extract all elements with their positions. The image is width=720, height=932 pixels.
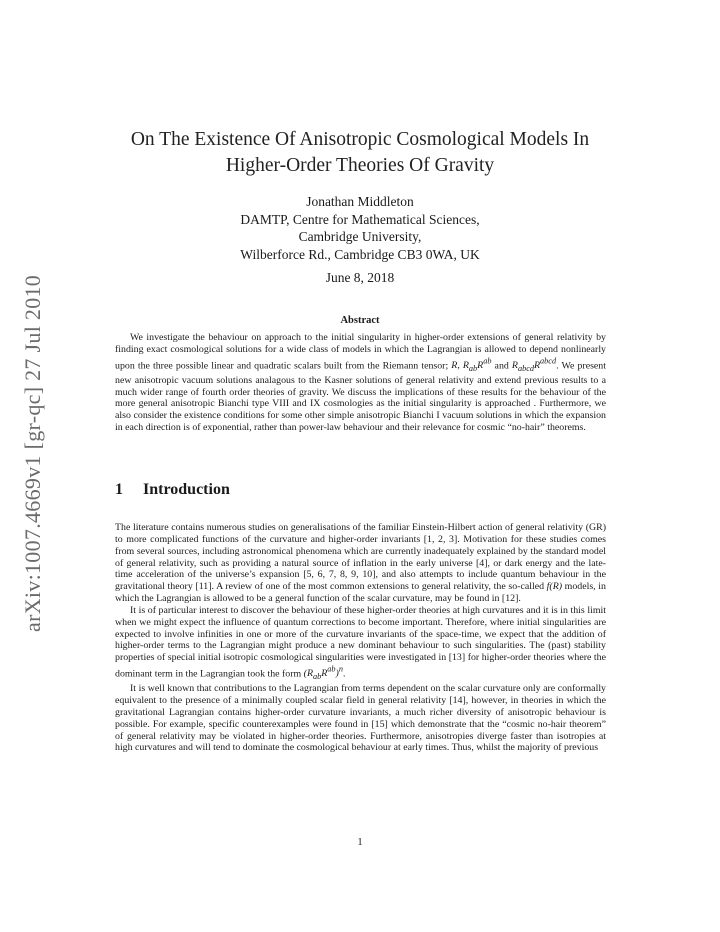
affiliation-line-1: DAMTP, Centre for Mathematical Sciences, — [240, 211, 480, 227]
para2-math: $(R_{ab}R^{ab})^n$ — [303, 665, 343, 682]
abstract-text-part-2: . We present new anisotropic vacuum solutions analagous to the Kasner solutions of general relativity and extend previous results to a much wider range of fourth order theories of gravity. We discuss the implications of these results for the behaviour of the more general anisotropic Bianchi type VIII and IX cosmologies as the initial singularity is approached . Furthermore, we also consider the existence conditions for some other simple anisotropic Bianchi I vacuum solutions in which the expansion in each direction is of exponential, rather than power-law behaviour and their relevance for cosmic “no-hair” theorems. — [115, 359, 606, 434]
paragraph-3: It is well known that contributions to the Lagrangian from terms dependent on the scalar curvature only are conformally equivalent to the presence of a minimally coupled scalar field in general relativity [14], however, in theories in which the gravitational Lagrangian contains higher-order curvature invariants, a much richer diversity of anisotropic behaviour is possible. For example, specific counterexamples were found in [15] which demonstrate that the “cosmic no-hair theorem” of general relativity may be violated in higher-order theories. Furthermore, anisotropies diverge faster than isotropies at high curvatures and will tend to dominate the cosmological behaviour at early times. Thus, whilst the majority of previous — [115, 683, 606, 754]
arxiv-identifier: arXiv:1007.4669v1 [gr-qc] 27 Jul 2010 — [20, 274, 45, 632]
section-number: 1 — [115, 481, 123, 498]
affiliation-line-3: Wilberforce Rd., Cambridge CB3 0WA, UK — [240, 246, 480, 262]
abstract-math-ricci: R, $R_{ab}R^{ab}$ — [451, 356, 492, 373]
title-line-1: On The Existence Of Anisotropic Cosmological Models In — [130, 129, 590, 150]
title-line-2: Higher-Order Theories Of Gravity — [225, 155, 495, 176]
author-name: Jonathan Middleton — [306, 194, 414, 209]
section-heading-introduction — [115, 481, 230, 499]
paragraph-1: The literature contains numerous studies on generalisations of the familiar Einstein-Hilbert action of general relativity (GR) to more complicated functions of the curvature and higher-order invariants [1, 2, 3]. Motivation for these studies comes from several sources, including astronomical phenomena which are currently inadequately explained by the standard model of general relativity, such as providing a natural source of inflation in the early universe [4], or dark energy and the late-time acceleration of the universe’s expansion [5, 6, 7, 8, 9, 10], and also attempts to include quantum behaviour in the gravitational theory [11]. A review of one of the most common extensions to general relativity, the so-called f(R) models, in which the Lagrangian is allowed to be a general function of the scalar curvature, may be found in [12]. — [115, 522, 606, 605]
paragraph-2: It is of particular interest to discover the behaviour of these higher-order theories at high curvatures and it is in this limit when we might expect the influence of quantum corrections to become important. Therefore, where initial singularities are expected to involve infinities in one or more of the curvature invariants of the space-time, we expect that the addition of higher-order terms to the Lagrangian might produce a new dominant behaviour to such singularities. The (past) stability properties of special initial isotropic cosmological singularities were investigated in [13] for higher-order theories where the dominant term in the Lagrangian took the form $(R_{ab}R^{ab})^n$. — [115, 604, 606, 682]
paper-title — [100, 127, 620, 179]
abstract-text: We investigate the behaviour on approach to the initial singularity in higher-order extensions of general relativity by finding exact cosmological solutions for a wide class of models in which the Lagrangian is allowed to depend nonlinearly upon the three possible linear and quadratic scalars built from the Riemann tensor; R, $R_{ab}R^{ab}$ and $R_{abcd}R^{abcd}$. We present new anisotropic vacuum solutions analagous to the Kasner solutions of general relativity and extend previous results to a much wider range of fourth order theories of gravity. We discuss the implications of these results for the behaviour of the more general anisotropic Bianchi type VIII and IX cosmologies as the initial singularity is approached . Furthermore, we also consider the existence conditions for some other simple anisotropic Bianchi I vacuum solutions in which the expansion in each direction is of exponential, rather than power-law behaviour and their relevance for cosmic “no-hair” theorems. — [115, 332, 606, 434]
abstract-text-part-1: We investigate the behaviour on approach to the initial singularity in higher-order extensions of general relativity by finding exact cosmological solutions for a wide class of models in which the Lagrangian is allowed to depend nonlinearly upon the three possible linear and quadratic scalars built from the Riemann tensor; — [115, 332, 606, 371]
page-number: 1 — [357, 837, 363, 848]
abstract-heading: Abstract — [340, 315, 380, 326]
abstract-math-riemann: $R_{abcd}R^{abcd}$ — [511, 356, 557, 373]
introduction-body — [115, 522, 606, 754]
section-title: Introduction — [143, 481, 230, 498]
paper-date: June 8, 2018 — [325, 270, 395, 285]
affiliation-line-2: Cambridge University, — [298, 229, 422, 244]
author-block — [160, 193, 560, 263]
